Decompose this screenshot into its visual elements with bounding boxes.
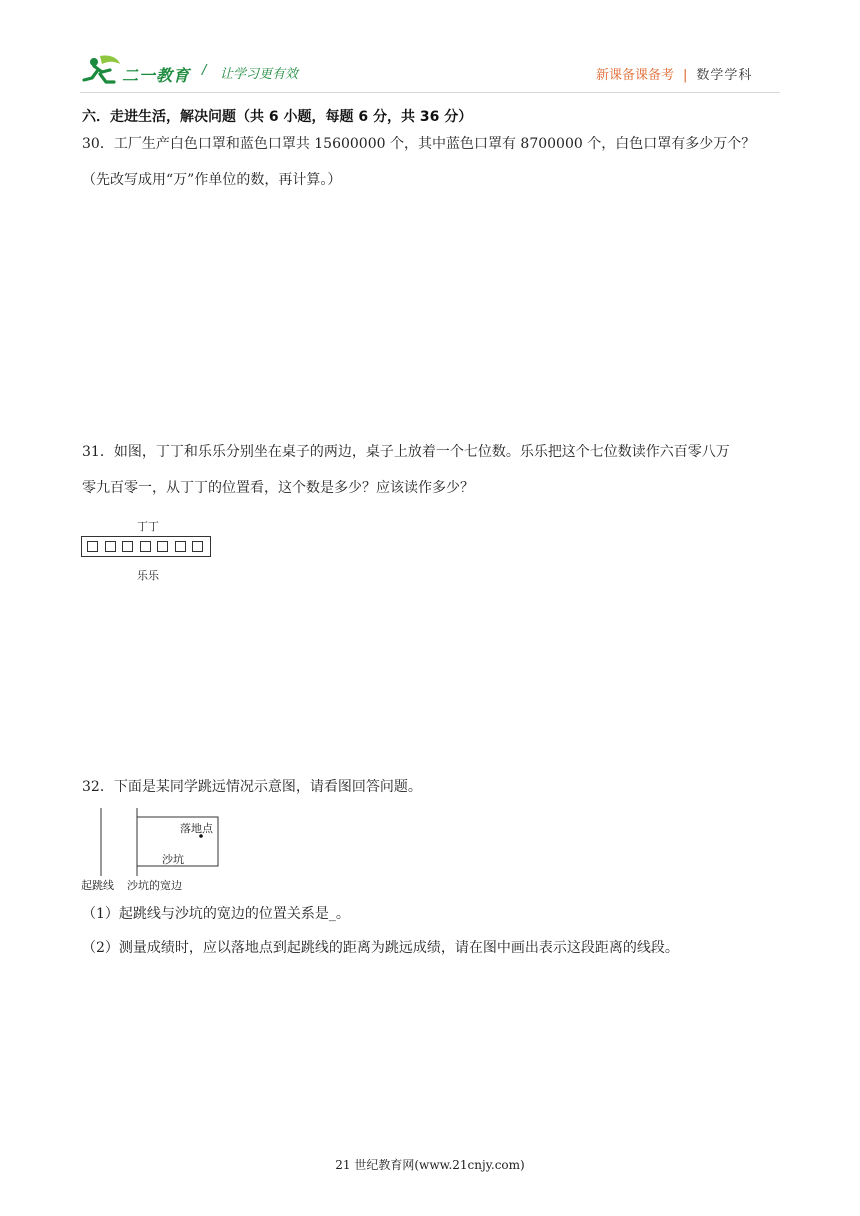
landing-point-label: 落地点 — [180, 822, 213, 835]
header-subject-label: 数学学科 — [696, 68, 753, 83]
question-32-sub-2: （2）测量成绩时，应以落地点到起跳线的距离为跳远成绩，请在图中画出表示这段距离的线段。 — [82, 940, 679, 956]
question-32-sub-1: （1）起跳线与沙坑的宽边的位置关系是_。 — [82, 906, 350, 922]
question-31-text-cont: 零九百零一，从丁丁的位置看，这个数是多少？应该读作多少？ — [82, 480, 474, 496]
header-separator: | — [683, 68, 688, 83]
long-jump-diagram — [80, 806, 230, 876]
header-right — [596, 64, 752, 83]
question-30-note: （先改写成用“万”作单位的数，再计算。） — [82, 172, 342, 188]
digit-square — [140, 541, 151, 552]
dingding-label: 丁丁 — [137, 520, 159, 533]
slogan: 让学习更有效 — [220, 67, 299, 82]
digit-square — [87, 541, 98, 552]
page-footer: 21 世纪教育网(www.21cnjy.com) — [335, 1158, 525, 1172]
question-32-text: 32．下面是某同学跳远情况示意图，请看图回答问题。 — [82, 779, 422, 795]
question-30-text: 30．工厂生产白色口罩和蓝色口罩共 15600000 个，其中蓝色口罩有 8700000 个，白色口罩有多少万个？ — [82, 136, 756, 152]
logo-text: 二一教育 — [122, 66, 191, 85]
takeoff-line-label: 起跳线 — [81, 879, 114, 892]
question-31-text: 31．如图，丁丁和乐乐分别坐在桌子的两边，桌子上放着一个七位数。乐乐把这个七位数读作六百零八万 — [82, 444, 730, 460]
lele-label: 乐乐 — [137, 569, 159, 582]
digit-square — [175, 541, 186, 552]
section-title: 六．走进生活，解决问题（共 6 小题，每题 6 分，共 36 分） — [82, 109, 473, 125]
digit-square — [122, 541, 133, 552]
header-divider — [80, 92, 780, 93]
runner-logo-icon — [80, 52, 124, 88]
digit-square — [105, 541, 116, 552]
digit-square — [192, 541, 203, 552]
digit-square — [157, 541, 168, 552]
sand-pit-label: 沙坑 — [162, 853, 184, 866]
header-course-label: 新课备课备考 — [596, 68, 675, 83]
header-slash: / — [202, 63, 207, 78]
desk-number-box — [81, 536, 211, 557]
pit-edge-label: 沙坑的宽边 — [127, 879, 182, 892]
